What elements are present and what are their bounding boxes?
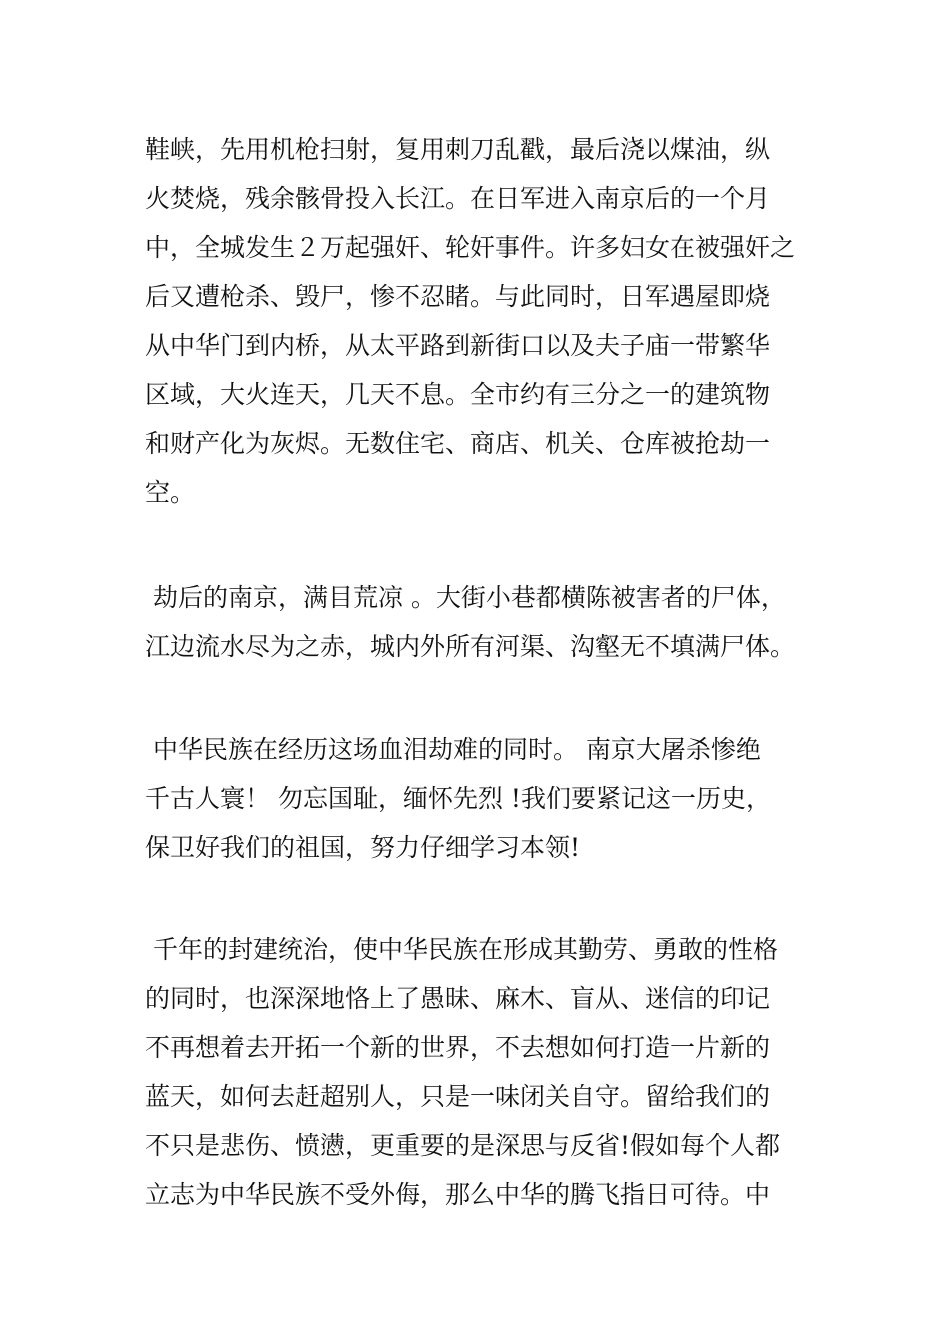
text-line: 后又遭枪杀、毁尸，惨不忍睹。与此同时，日军遇屋即烧 [145,282,771,311]
text-line: 不只是悲伤、愤懑，更重要的是深思与反省!假如每个人都 [145,1131,781,1160]
text-line: 千古人寰！ 勿忘国耻，缅怀先烈 !我们要紧记这一历史， [145,784,771,813]
text-line: 劫后的南京，满目荒凉 。大街小巷都横陈被害者的尸体， [145,583,786,612]
text-line: 保卫好我们的祖国，努力仔细学习本领! [145,833,581,862]
text-line: 鞋峡，先用机枪扫射，复用刺刀乱戳，最后浇以煤油，纵 [145,135,771,164]
text-line: 从中华门到内桥，从太平路到新街口以及夫子庙一带繁华 [145,331,771,360]
text-line: 的同时，也深深地恪上了愚昧、麻木、盲从、迷信的印记 [145,984,771,1013]
text-line: 千年的封建统治，使中华民族在形成其勤劳、勇敢的性格 [145,935,778,964]
text-line: 火焚烧，残余骸骨投入长江。在日军进入南京后的一个月 [145,184,771,213]
text-line: 中，全城发生２万起强奸、轮奸事件。许多妇女在被强奸之 [145,233,796,262]
text-line: 蓝天，如何去赶超别人，只是一味闭关自守。留给我们的 [145,1082,771,1111]
text-line: 不再想着去开拓一个新的世界，不去想如何打造一片新的 [145,1033,771,1062]
text-line: 区域，大火连天，几天不息。全市约有三分之一的建筑物 [145,380,771,409]
text-line: 和财产化为灰烬。无数住宅、商店、机关、仓库被抢劫一 [145,429,771,458]
text-line: 立志为中华民族不受外侮，那么中华的腾飞指日可待。中 [145,1180,771,1209]
text-line: 江边流水尽为之赤，城内外所有河渠、沟壑无不填满尸体。 [145,632,796,661]
text-line: 空。 [145,478,196,507]
text-line: 中华民族在经历这场血泪劫难的同时。 南京大屠杀惨绝 [145,735,761,764]
